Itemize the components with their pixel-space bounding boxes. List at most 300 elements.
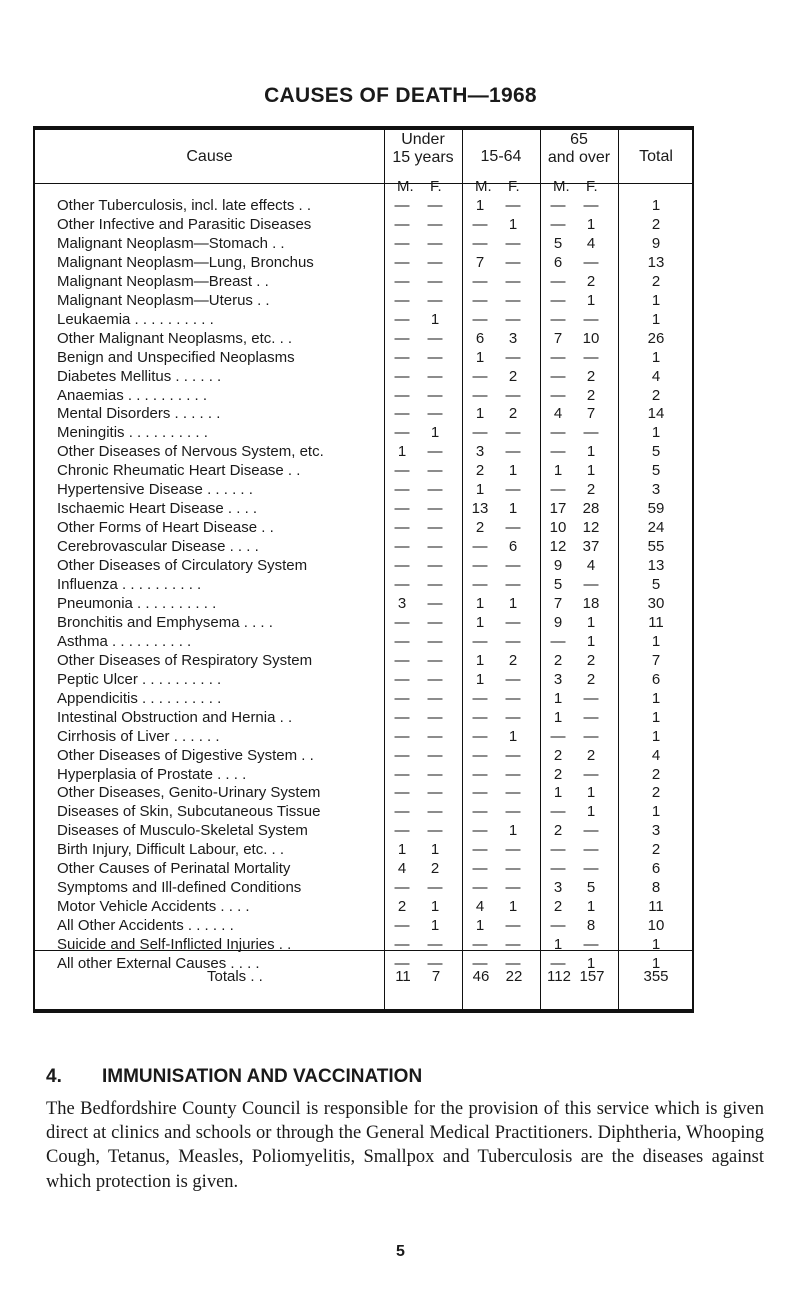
table-cell: — (472, 576, 488, 593)
table-cell: — (427, 538, 443, 556)
table-cell: — (394, 234, 410, 252)
table-cell: 4 (553, 405, 563, 423)
table-cell: 2 (586, 651, 596, 669)
table-cell: — (505, 481, 521, 499)
row-cause-label: Meningitis . . . . . . . . . . (57, 424, 208, 442)
grand-total: 355 (643, 968, 669, 985)
table-cell: — (394, 538, 410, 556)
table-cell: — (583, 936, 599, 954)
table-cell: 9 (553, 557, 563, 575)
row-total: 1 (651, 955, 661, 972)
table-cell: — (394, 272, 410, 290)
table-cell: — (427, 500, 443, 518)
totals-label: Totals . . (207, 968, 263, 985)
table-cell: — (394, 197, 410, 214)
table-cell: — (505, 784, 521, 802)
table-cell: 2 (553, 746, 563, 764)
table-cell: — (394, 708, 410, 726)
row-total: 1 (651, 803, 661, 821)
row-cause-label: All other External Causes . . . . (57, 955, 260, 972)
table-cell: 4 (475, 898, 485, 916)
table-cell: 1 (508, 822, 518, 840)
table-cell: — (427, 670, 443, 688)
header-under15-l2: 15 years (392, 149, 454, 166)
row-total: 2 (651, 386, 661, 404)
row-cause-label: Other Diseases of Circulatory System (57, 557, 308, 575)
table-cell: 10 (582, 329, 600, 347)
totals-cell: 112 (547, 968, 571, 985)
table-cell: — (394, 689, 410, 707)
table-cell: — (427, 746, 443, 764)
table-cell: 37 (582, 538, 600, 556)
table-cell: — (583, 860, 599, 878)
table-cell: 1 (508, 898, 518, 916)
table-cell: 3 (397, 594, 407, 612)
table-cell: — (427, 215, 443, 233)
table-cell: — (427, 632, 443, 650)
row-total: 3 (651, 822, 661, 840)
row-cause-label: Birth Injury, Difficult Labour, etc. . . (57, 841, 285, 859)
table-cell: — (394, 879, 410, 897)
table-cell: — (472, 955, 488, 972)
col-divider (540, 130, 541, 1009)
table-cell: — (505, 557, 521, 575)
table-cell: 1 (397, 443, 407, 461)
header-cause: Cause (186, 148, 233, 165)
row-total: 1 (651, 632, 661, 650)
row-cause-label: Other Diseases, Genito-Urinary System (57, 784, 321, 802)
table-cell: — (583, 822, 599, 840)
table-cell: — (427, 879, 443, 897)
row-cause-label: All Other Accidents . . . . . . (57, 917, 234, 935)
row-total: 1 (651, 708, 661, 726)
table-cell: 5 (586, 879, 596, 897)
table-cell: 1 (475, 613, 485, 631)
sex-m-label: M. (397, 178, 414, 195)
table-cell: 2 (508, 651, 518, 669)
row-total: 6 (651, 670, 661, 688)
table-cell: 1 (586, 898, 596, 916)
table-cell: 2 (586, 746, 596, 764)
table-cell: 18 (582, 594, 600, 612)
table-cell: — (472, 841, 488, 859)
page-number: 5 (396, 1243, 405, 1260)
row-total: 2 (651, 215, 661, 233)
table-cell: — (427, 462, 443, 480)
row-total: 1 (651, 689, 661, 707)
table-cell: — (505, 746, 521, 764)
table-cell: — (427, 386, 443, 404)
table-cell: — (427, 348, 443, 366)
table-cell: 9 (553, 613, 563, 631)
row-cause-label: Suicide and Self-Inflicted Injuries . . (57, 936, 292, 954)
row-cause-label: Motor Vehicle Accidents . . . . (57, 898, 250, 916)
table-cell: 6 (475, 329, 485, 347)
table-cell: — (427, 234, 443, 252)
table-cell: — (427, 576, 443, 593)
table-cell: — (550, 727, 566, 745)
row-total: 2 (651, 841, 661, 859)
table-cell: — (550, 803, 566, 821)
table-cell: 12 (582, 519, 600, 537)
row-cause-label: Other Infective and Parasitic Diseases (57, 215, 312, 233)
row-cause-label: Malignant Neoplasm—Lung, Bronchus (57, 253, 314, 271)
table-cell: — (394, 557, 410, 575)
table-cell: — (472, 936, 488, 954)
table-cell: 4 (586, 557, 596, 575)
table-cell: — (550, 291, 566, 309)
table-cell: — (583, 424, 599, 442)
table-cell: — (394, 291, 410, 309)
table-cell: — (505, 310, 521, 328)
table-cell: — (505, 689, 521, 707)
row-cause-label: Ischaemic Heart Disease . . . . (57, 500, 258, 518)
table-cell: — (394, 367, 410, 385)
table-cell: 1 (430, 898, 440, 916)
totals-cell: 11 (395, 968, 411, 985)
table-cell: — (583, 765, 599, 783)
totals-cell: 22 (505, 968, 523, 985)
row-cause-label: Influenza . . . . . . . . . . (57, 576, 202, 593)
table-cell: — (505, 443, 521, 461)
table-cell: 1 (586, 955, 596, 972)
table-cell: — (505, 253, 521, 271)
table-cell: 1 (586, 443, 596, 461)
table-cell: — (472, 291, 488, 309)
table-cell: — (505, 348, 521, 366)
table-cell: — (427, 253, 443, 271)
row-total: 1 (651, 936, 661, 954)
table-cell: 10 (549, 519, 567, 537)
table-cell: — (505, 197, 521, 214)
table-cell: 13 (471, 500, 489, 518)
table-cell: — (583, 689, 599, 707)
table-cell: — (472, 689, 488, 707)
table-cell: — (472, 784, 488, 802)
table-cell: — (550, 917, 566, 935)
sex-f-label: F. (430, 178, 442, 195)
table-cell: 2 (553, 898, 563, 916)
row-cause-label: Leukaemia . . . . . . . . . . (57, 310, 214, 328)
table-cell: — (394, 784, 410, 802)
row-cause-label: Intestinal Obstruction and Hernia . . (57, 708, 293, 726)
totals-cell: 7 (431, 968, 441, 985)
section-heading: IMMUNISATION AND VACCINATION (102, 1066, 423, 1087)
row-cause-label: Bronchitis and Emphysema . . . . (57, 613, 273, 631)
table-cell: — (472, 765, 488, 783)
causes-of-death-table (33, 126, 694, 1013)
table-cell: — (583, 727, 599, 745)
table-cell: 1 (475, 348, 485, 366)
table-cell: — (394, 746, 410, 764)
table-cell: — (394, 481, 410, 499)
section-paragraph: The Bedfordshire County Council is responsible for the provision of this service which is given direct at clinics and schools or through the General Medical Practitioners. Diphtheria, Whooping Cough, Tetanus, Measles, Poliomyelitis, Smallpox and Tuberculosis are the diseases against which protection is given. (46, 1099, 764, 1192)
table-cell: — (427, 784, 443, 802)
table-cell: 5 (553, 576, 563, 593)
row-total: 14 (647, 405, 665, 423)
table-cell: — (394, 519, 410, 537)
row-total: 8 (651, 879, 661, 897)
row-total: 3 (651, 481, 661, 499)
table-cell: 1 (508, 500, 518, 518)
table-cell: — (505, 860, 521, 878)
table-cell: — (394, 632, 410, 650)
table-cell: 1 (475, 197, 485, 214)
row-cause-label: Benign and Unspecified Neoplasms (57, 348, 295, 366)
row-cause-label: Diseases of Musculo-Skeletal System (57, 822, 308, 840)
row-total: 5 (651, 576, 661, 593)
table-cell: — (427, 765, 443, 783)
table-cell: 1 (553, 936, 563, 954)
table-cell: — (394, 765, 410, 783)
table-cell: — (427, 367, 443, 385)
row-cause-label: Chronic Rheumatic Heart Disease . . (57, 462, 301, 480)
table-cell: — (472, 632, 488, 650)
table-cell: — (472, 538, 488, 556)
row-cause-label: Other Diseases of Nervous System, etc. (57, 443, 324, 461)
col-divider (384, 130, 385, 1009)
table-cell: 6 (553, 253, 563, 271)
row-total: 26 (647, 329, 665, 347)
table-cell: 1 (430, 841, 440, 859)
table-cell: 1 (586, 632, 596, 650)
table-cell: — (394, 651, 410, 669)
table-cell: — (394, 253, 410, 271)
row-cause-label: Asthma . . . . . . . . . . (57, 632, 192, 650)
table-cell: — (583, 576, 599, 593)
table-cell: 5 (553, 234, 563, 252)
sex-f-label: F. (586, 178, 598, 195)
table-cell: — (505, 841, 521, 859)
table-cell: — (394, 405, 410, 423)
totals-cell: 157 (579, 968, 605, 985)
header-15-64: 15-64 (480, 148, 522, 165)
table-cell: — (472, 803, 488, 821)
row-total: 2 (651, 765, 661, 783)
row-cause-label: Other Forms of Heart Disease . . (57, 519, 274, 537)
row-total: 10 (647, 917, 665, 935)
table-cell: — (394, 727, 410, 745)
row-cause-label: Cerebrovascular Disease . . . . (57, 538, 259, 556)
table-cell: — (550, 443, 566, 461)
header-65-l1: 65 (570, 131, 588, 148)
row-cause-label: Hypertensive Disease . . . . . . (57, 481, 253, 499)
row-total: 4 (651, 367, 661, 385)
table-cell: 7 (475, 253, 485, 271)
row-total: 7 (651, 651, 661, 669)
table-cell: — (505, 708, 521, 726)
table-cell: — (550, 348, 566, 366)
table-cell: — (394, 500, 410, 518)
table-cell: — (505, 576, 521, 593)
table-cell: 2 (586, 272, 596, 290)
table-cell: — (472, 879, 488, 897)
table-cell: 1 (508, 594, 518, 612)
table-cell: — (472, 310, 488, 328)
table-cell: — (505, 765, 521, 783)
table-cell: 7 (553, 594, 563, 612)
table-cell: — (505, 386, 521, 404)
table-cell: — (505, 613, 521, 631)
row-total: 5 (651, 462, 661, 480)
table-cell: — (427, 291, 443, 309)
table-cell: 3 (553, 879, 563, 897)
table-cell: — (394, 936, 410, 954)
table-cell: 2 (553, 765, 563, 783)
table-cell: — (394, 670, 410, 688)
table-cell: 2 (586, 386, 596, 404)
table-cell: 2 (430, 860, 440, 878)
table-cell: — (505, 272, 521, 290)
row-total: 1 (651, 310, 661, 328)
table-cell: 2 (586, 481, 596, 499)
table-cell: 2 (586, 670, 596, 688)
table-cell: 1 (475, 481, 485, 499)
table-cell: — (472, 557, 488, 575)
table-cell: — (505, 879, 521, 897)
table-cell: 2 (475, 462, 485, 480)
table-cell: — (550, 197, 566, 214)
table-cell: — (394, 803, 410, 821)
col-divider (618, 130, 619, 1009)
table-cell: — (583, 197, 599, 214)
table-cell: — (427, 329, 443, 347)
row-cause-label: Diabetes Mellitus . . . . . . (57, 367, 222, 385)
table-cell: — (583, 348, 599, 366)
table-cell: — (427, 708, 443, 726)
table-cell: 1 (586, 803, 596, 821)
row-cause-label: Other Malignant Neoplasms, etc. . . (57, 329, 293, 347)
table-cell: 17 (549, 500, 567, 518)
table-cell: 2 (508, 367, 518, 385)
table-cell: 1 (586, 215, 596, 233)
table-cell: — (427, 822, 443, 840)
row-total: 13 (647, 557, 665, 575)
row-cause-label: Symptoms and Ill-defined Conditions (57, 879, 302, 897)
table-cell: 1 (475, 917, 485, 935)
page-title: CAUSES OF DEATH—1968 (264, 84, 537, 107)
row-cause-label: Cirrhosis of Liver . . . . . . (57, 727, 220, 745)
header-under15-l1: Under (401, 131, 445, 148)
totals-cell: 46 (472, 968, 490, 985)
header-65-l2: and over (547, 149, 611, 166)
row-cause-label: Anaemias . . . . . . . . . . (57, 386, 208, 404)
table-cell: — (550, 841, 566, 859)
row-cause-label: Other Diseases of Digestive System . . (57, 746, 314, 764)
table-cell: 4 (586, 234, 596, 252)
table-cell: 2 (397, 898, 407, 916)
table-cell: — (550, 386, 566, 404)
table-cell: — (505, 291, 521, 309)
table-cell: — (394, 462, 410, 480)
table-cell: 1 (475, 651, 485, 669)
row-total: 1 (651, 197, 661, 214)
row-total: 4 (651, 746, 661, 764)
table-cell: — (472, 234, 488, 252)
table-cell: — (550, 955, 566, 972)
table-cell: 1 (553, 462, 563, 480)
table-cell: — (394, 576, 410, 593)
table-cell: 1 (475, 670, 485, 688)
table-cell: — (472, 822, 488, 840)
table-cell: 2 (553, 822, 563, 840)
table-cell: — (427, 689, 443, 707)
table-cell: 2 (475, 519, 485, 537)
table-cell: 1 (586, 784, 596, 802)
table-cell: 28 (582, 500, 600, 518)
table-cell: — (427, 727, 443, 745)
table-cell: — (427, 936, 443, 954)
table-cell: — (394, 917, 410, 935)
header-total: Total (639, 148, 673, 165)
table-cell: 1 (508, 727, 518, 745)
table-cell: — (505, 670, 521, 688)
table-cell: 7 (586, 405, 596, 423)
sex-f-label: F. (508, 178, 520, 195)
row-total: 6 (651, 860, 661, 878)
row-total: 1 (651, 291, 661, 309)
row-cause-label: Malignant Neoplasm—Uterus . . (57, 291, 270, 309)
sex-m-label: M. (475, 178, 492, 195)
table-cell: 1 (586, 291, 596, 309)
table-cell: 2 (586, 367, 596, 385)
table-cell: — (550, 424, 566, 442)
sex-m-label: M. (553, 178, 570, 195)
row-cause-label: Hyperplasia of Prostate . . . . (57, 765, 247, 783)
row-total: 1 (651, 727, 661, 745)
table-cell: — (427, 613, 443, 631)
table-cell: — (472, 215, 488, 233)
row-total: 11 (648, 613, 664, 631)
table-cell: 6 (508, 538, 518, 556)
row-total: 2 (651, 784, 661, 802)
row-total: 55 (647, 538, 665, 556)
table-cell: 2 (508, 405, 518, 423)
table-cell: 3 (475, 443, 485, 461)
row-cause-label: Malignant Neoplasm—Stomach . . (57, 234, 285, 252)
table-cell: — (472, 424, 488, 442)
table-cell: — (472, 727, 488, 745)
table-cell: — (394, 822, 410, 840)
row-cause-label: Pneumonia . . . . . . . . . . (57, 594, 217, 612)
table-cell: — (505, 234, 521, 252)
table-cell: — (550, 367, 566, 385)
table-cell: — (427, 519, 443, 537)
col-divider (462, 130, 463, 1009)
table-cell: — (472, 367, 488, 385)
table-cell: — (505, 936, 521, 954)
table-cell: — (394, 386, 410, 404)
table-cell: — (394, 215, 410, 233)
table-cell: — (427, 651, 443, 669)
table-cell: 1 (475, 594, 485, 612)
table-cell: 7 (553, 329, 563, 347)
table-cell: — (550, 272, 566, 290)
row-cause-label: Other Diseases of Respiratory System (57, 651, 313, 669)
table-cell: — (505, 632, 521, 650)
table-cell: — (550, 481, 566, 499)
table-cell: 12 (549, 538, 567, 556)
row-total: 30 (647, 594, 665, 612)
row-cause-label: Malignant Neoplasm—Breast . . (57, 272, 269, 290)
row-total: 5 (651, 443, 661, 461)
row-cause-label: Mental Disorders . . . . . . (57, 405, 221, 423)
table-cell: — (583, 841, 599, 859)
table-cell: — (472, 272, 488, 290)
table-cell: 8 (586, 917, 596, 935)
table-cell: — (583, 708, 599, 726)
table-cell: — (427, 481, 443, 499)
